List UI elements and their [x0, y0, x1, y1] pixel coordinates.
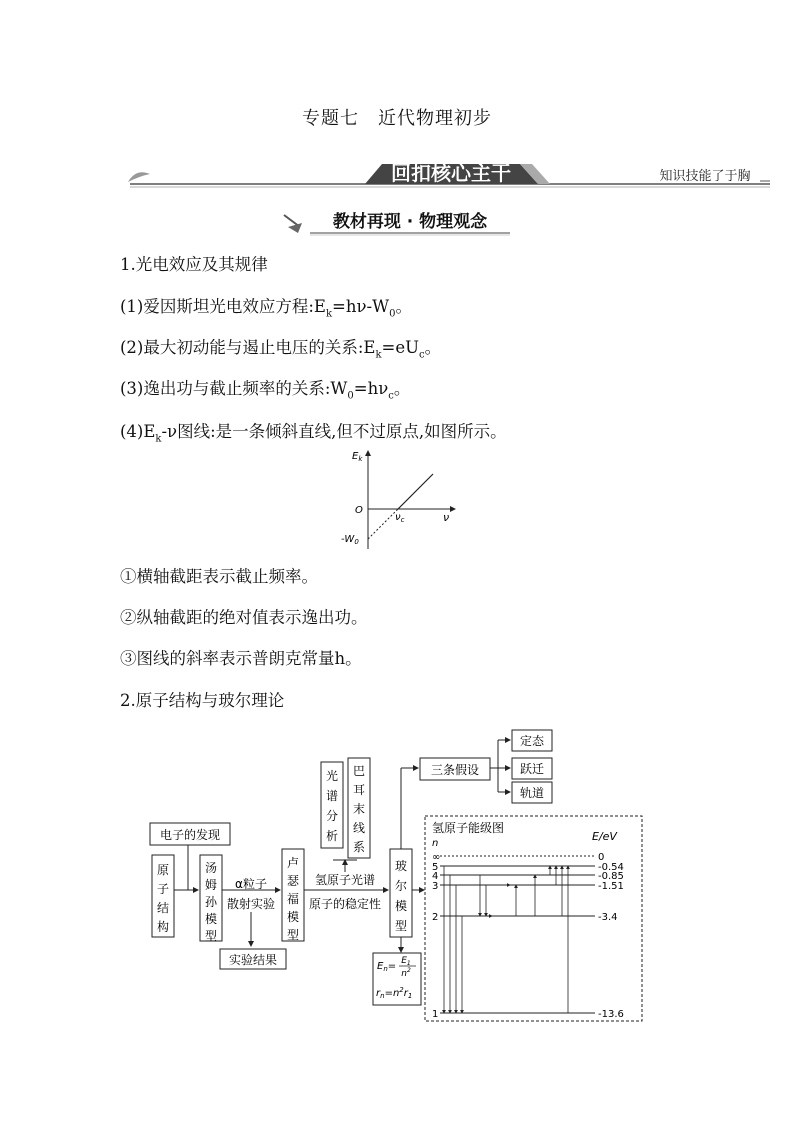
- svg-text:n: n: [432, 838, 439, 849]
- svg-text:三条假设: 三条假设: [430, 763, 480, 777]
- item3: (3)逸出功与截止频率的关系$:W_0=h\nu_c$。: [120, 379, 411, 402]
- atom-char: 子: [156, 882, 170, 896]
- note1: ①横轴截距表示截止频率。: [120, 567, 318, 586]
- ek-line-extension: [368, 509, 398, 539]
- svg-text:E1: $E_1$: [401, 956, 411, 967]
- spectrum-char: 析: [325, 829, 339, 843]
- svg-text:rn=n2r1: $r_n=n^2r_1$: [376, 986, 413, 1000]
- level-energy-label: -3.4: [598, 912, 618, 923]
- energy-levels: [432, 852, 624, 1020]
- banner-main: 回扣核心主干: [391, 161, 511, 185]
- svg-text:原子的稳定性: 原子的稳定性: [308, 897, 382, 911]
- level-n-label: 5: [432, 862, 439, 873]
- sub-banner-text: 教材再现 · 物理观念: [332, 212, 488, 232]
- svg-text:散射实验: 散射实验: [226, 897, 276, 911]
- thomson-char: 姆: [204, 878, 218, 892]
- level-n-label: 1: [432, 1009, 439, 1020]
- svg-text:n2: $n^2$: [401, 967, 411, 979]
- thomson-char: 汤: [204, 861, 218, 875]
- note3: ③图线的斜率表示普朗克常量h。: [120, 649, 362, 668]
- balmer-char: 巴: [352, 764, 366, 778]
- x-axis-label: ν: [443, 511, 450, 524]
- atom-char: 结: [156, 901, 170, 915]
- spectrum-char: 光: [325, 769, 339, 783]
- thomson-char: 型: [204, 929, 218, 943]
- post-3: 轨道: [519, 786, 545, 800]
- balmer-char: 系: [352, 840, 366, 854]
- rutherford-char: 模: [286, 910, 300, 924]
- svg-text:氢原子光谱: 氢原子光谱: [314, 873, 376, 887]
- rutherford-char: 福: [286, 892, 300, 906]
- spectrum-char: 分: [325, 809, 339, 823]
- pen-icon: [288, 223, 302, 233]
- balmer-char: 耳: [352, 783, 366, 797]
- section1-heading: 1.光电效应及其规律: [120, 255, 268, 274]
- svg-text:En=: $E_n=$: [377, 961, 397, 973]
- post-1: 定态: [519, 734, 545, 748]
- level-n-label: ∞: [432, 852, 441, 863]
- atomic-structure-diagram: [140, 722, 650, 1027]
- level-energy-label: -1.51: [598, 881, 624, 892]
- ek-nu-graph: [335, 447, 460, 552]
- banner-right: 知识技能了于胸: [659, 169, 751, 184]
- bohr-char: 玻: [394, 859, 408, 873]
- note2: ②纵轴截距的绝对值表示逸出功。: [120, 608, 368, 627]
- bohr-char: 模: [394, 899, 408, 913]
- spectrum-char: 谱: [325, 789, 339, 803]
- rutherford-char: 型: [286, 928, 300, 942]
- thomson-char: 模: [204, 912, 218, 926]
- balmer-char: 线: [352, 821, 366, 835]
- y-intercept-label: $-W_0$: [341, 534, 359, 546]
- levels-title: 氢原子能级图: [432, 821, 505, 835]
- item4: $(4)E_k-\nu$图线:是一条倾斜直线,但不过原点,如图所示。: [120, 422, 507, 445]
- origin-label: O: [355, 505, 363, 516]
- level-energy-label: 0: [598, 852, 605, 863]
- item2: (2)最大初动能与遏止电压的关系$:E_k=eU_c$。: [120, 338, 442, 361]
- level-energy-label: -0.54: [598, 862, 624, 873]
- x-intercept-label: $\nu_c$: [395, 512, 405, 524]
- svg-text:电子的发现: 电子的发现: [159, 828, 221, 842]
- bohr-char: 尔: [394, 879, 408, 893]
- balmer-char: 末: [352, 802, 366, 816]
- y-axis-label: $E_k$: [352, 451, 363, 463]
- level-n-label: 4: [432, 871, 439, 882]
- thomson-char: 孙: [204, 895, 218, 909]
- atom-char: 原: [156, 863, 170, 877]
- rutherford-char: 卢: [286, 856, 300, 870]
- rutherford-char: 瑟: [286, 874, 300, 888]
- bohr-char: 型: [394, 919, 408, 933]
- page-title: 专题七 近代物理初步: [302, 108, 492, 129]
- level-n-label: 3: [432, 881, 439, 892]
- level-energy-label: -13.6: [598, 1009, 624, 1020]
- ek-line: [398, 474, 433, 509]
- section-banner: [120, 150, 780, 190]
- atom-char: 构: [156, 920, 170, 934]
- section2-heading: 2.原子结构与玻尔理论: [120, 691, 285, 710]
- post-2: 跃迁: [519, 762, 545, 776]
- level-energy-label: -0.85: [598, 871, 624, 882]
- svg-text:实验结果: 实验结果: [228, 953, 278, 967]
- item1: (1)爱因斯坦光电效应方程$:E_k=h\nu-W_0$。: [120, 297, 412, 320]
- svg-text:α粒子: α粒子: [235, 877, 267, 891]
- sub-banner: [280, 205, 520, 237]
- level-n-label: 2: [432, 912, 439, 923]
- svg-text:E/eV: E/eV: [592, 830, 617, 843]
- leaf-icon: [128, 172, 150, 182]
